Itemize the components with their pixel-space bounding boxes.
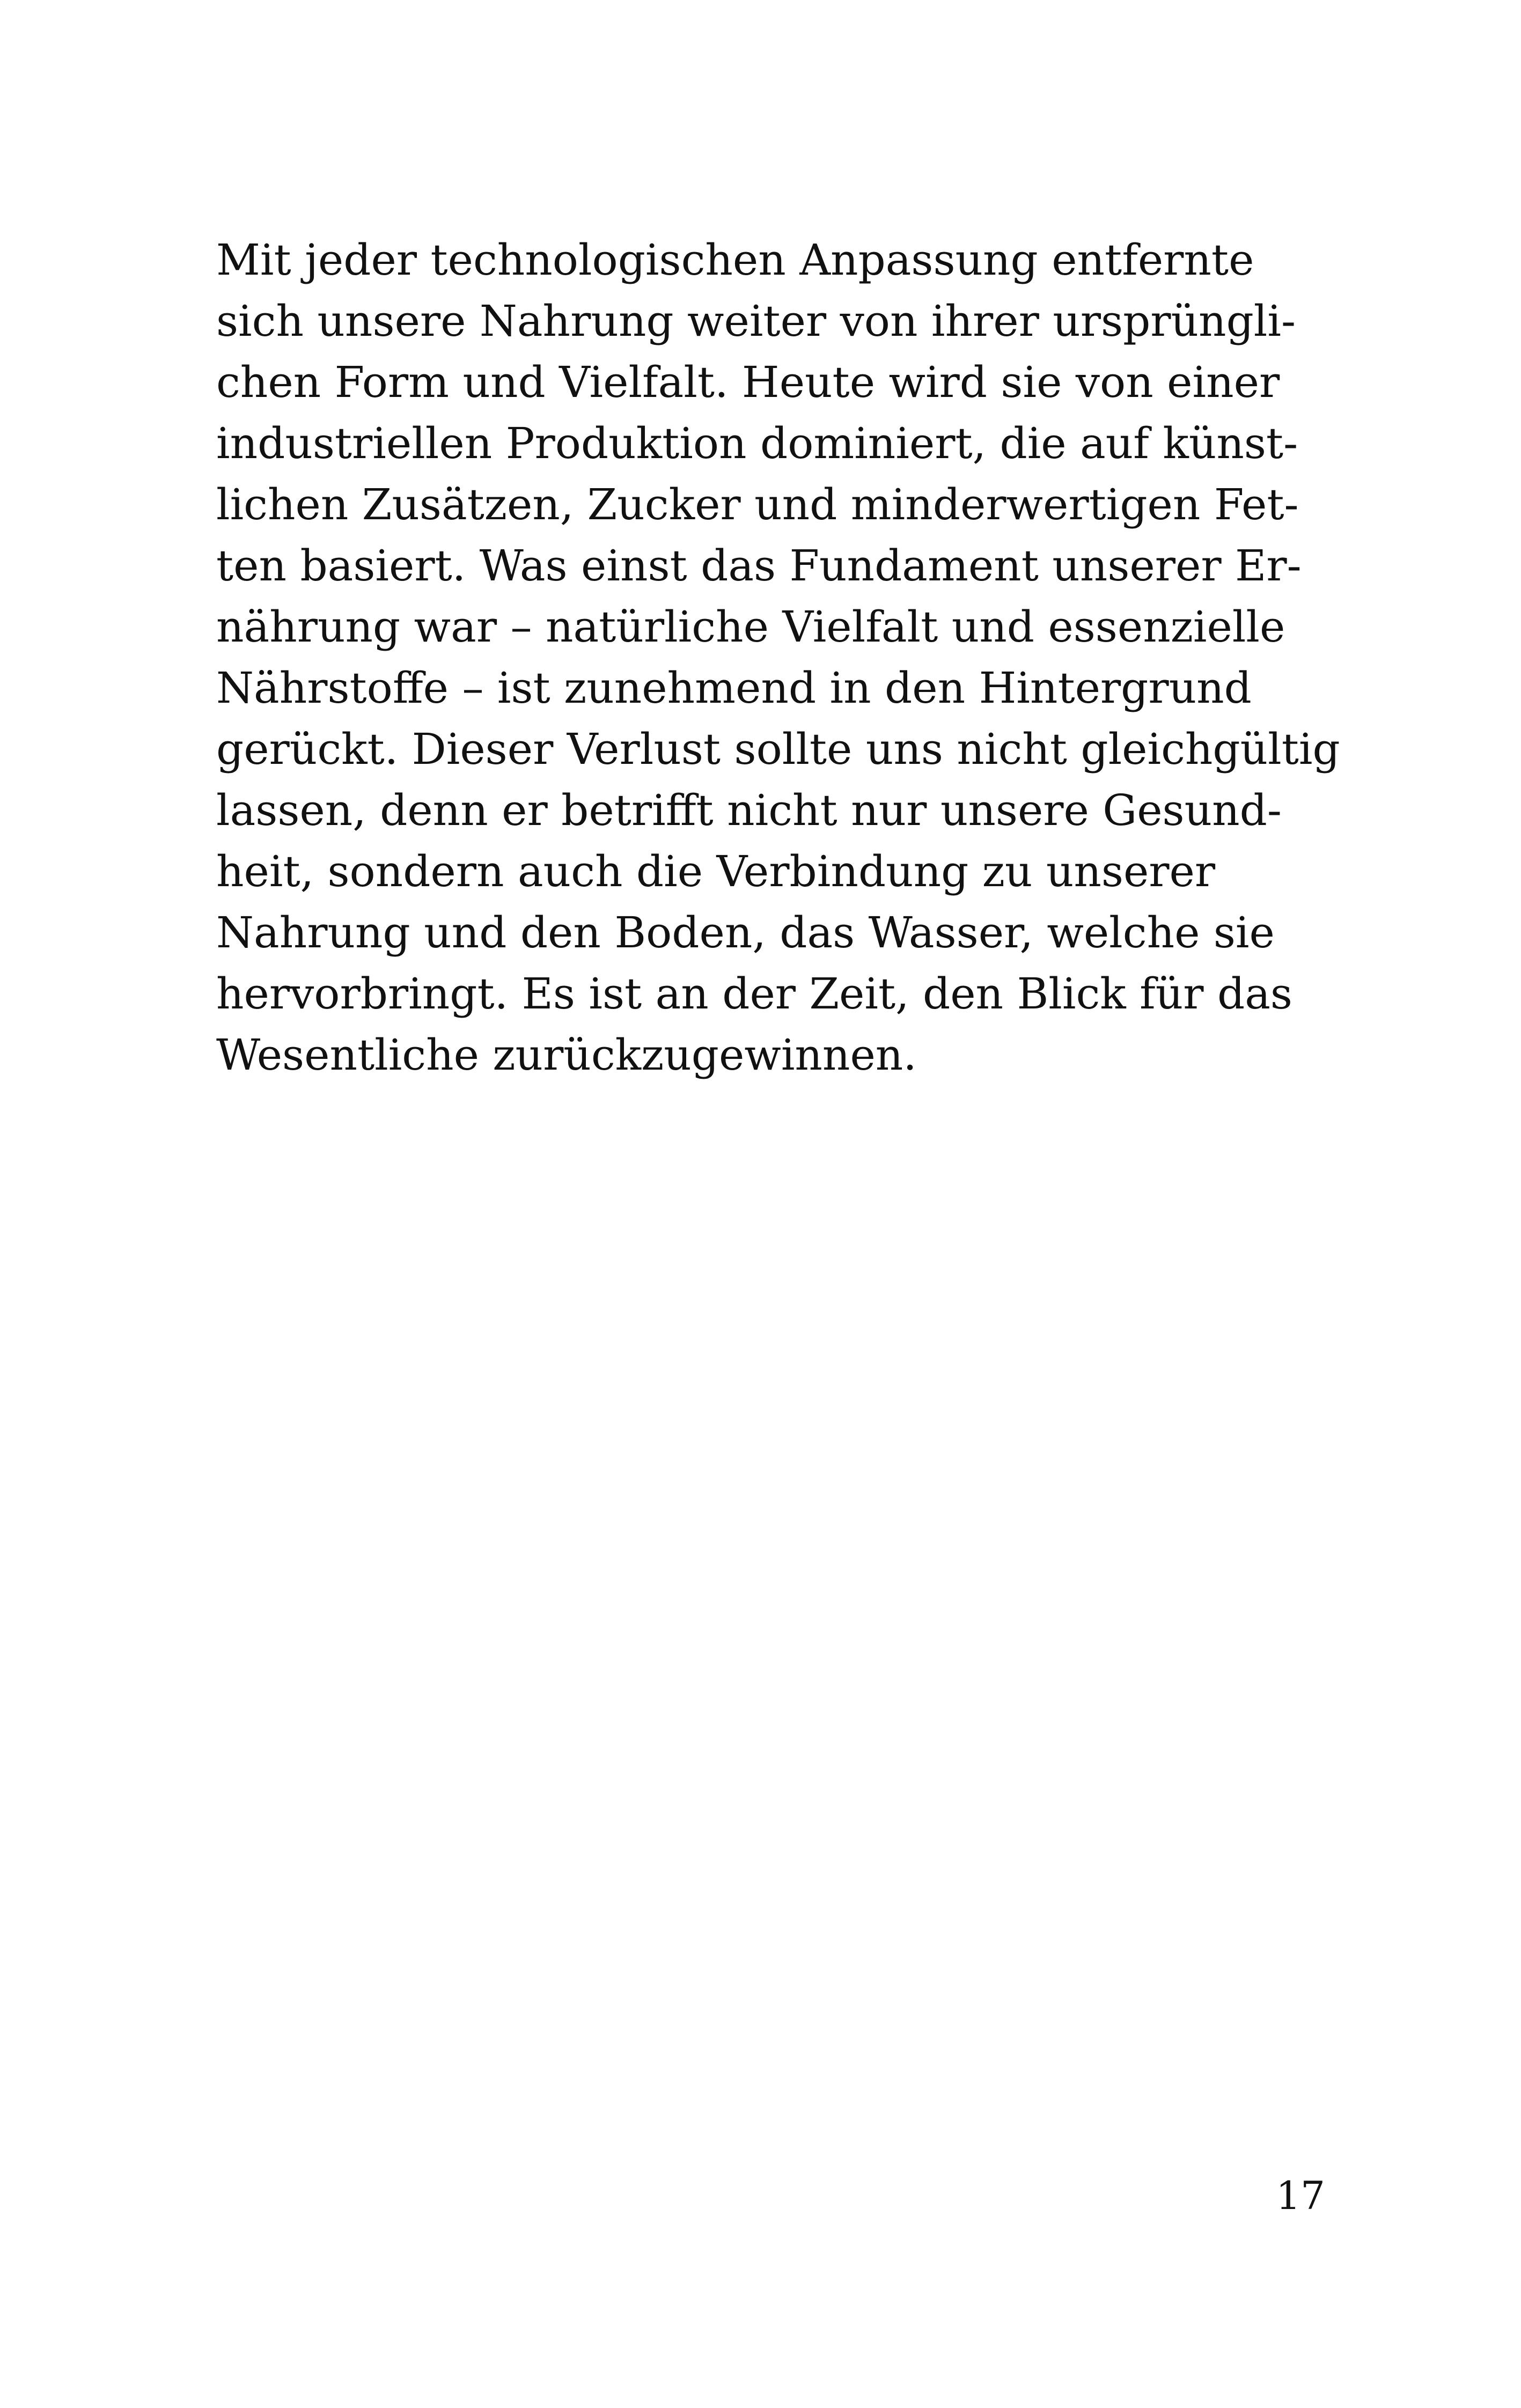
text-line: lichen Zusätzen, Zucker und minderwertigen Fet- <box>216 480 1299 529</box>
text-line: Mit jeder technologischen Anpassung entfernte <box>216 235 1254 285</box>
text-line: ten basiert. Was einst das Fundament unserer Er- <box>216 541 1302 591</box>
text-line: Wesentliche zurückzugewinnen. <box>216 1030 917 1080</box>
text-line: sich unsere Nahrung weiter von ihrer ursprüngli- <box>216 296 1296 346</box>
text-line: hervorbringt. Es ist an der Zeit, den Blick für das <box>216 969 1292 1019</box>
text-line: industriellen Produktion dominiert, die auf künst- <box>216 418 1298 468</box>
text-line: chen Form und Vielfalt. Heute wird sie von einer <box>216 357 1280 407</box>
text-line: Nahrung und den Boden, das Wasser, welche sie <box>216 908 1275 958</box>
text-line: lassen, denn er betrifft nicht nur unsere Gesund- <box>216 785 1282 835</box>
page-number: 17 <box>1276 2173 1325 2218</box>
text-line: heit, sondern auch die Verbindung zu unserer <box>216 846 1216 896</box>
text-line: nährung war – natürliche Vielfalt und essenzielle <box>216 602 1285 652</box>
text-line: Nährstoffe – ist zunehmend in den Hintergrund <box>216 663 1252 713</box>
text-line: gerückt. Dieser Verlust sollte uns nicht gleichgültig <box>216 724 1340 774</box>
body-paragraph <box>216 230 1343 1086</box>
